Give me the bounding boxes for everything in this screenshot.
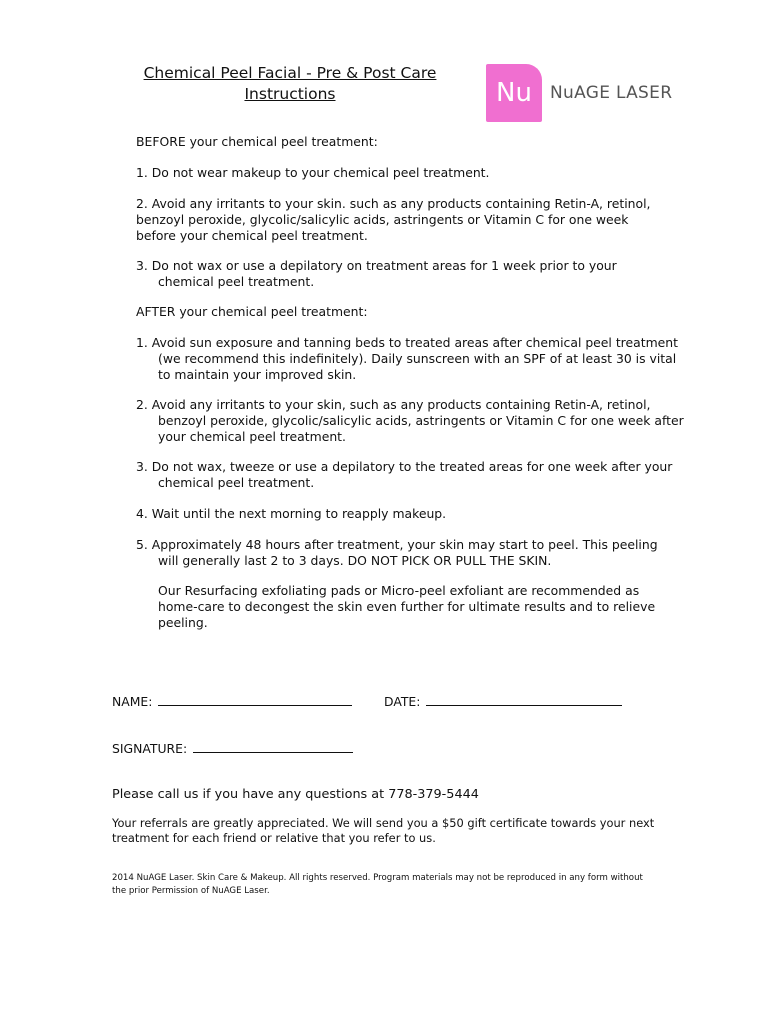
after-heading: AFTER your chemical peel treatment:	[136, 304, 368, 319]
name-label: NAME:	[112, 694, 153, 709]
name-input-line[interactable]	[158, 693, 352, 706]
after-item-1: 1. Avoid sun exposure and tanning beds to treated areas after chemical peel treatment (we recommend this indefinitely). Daily sunscreen with an SPF of at least 30 is vital to maintain your improved skin.	[136, 335, 678, 382]
logo-mark: Nu	[486, 64, 542, 122]
signature-input-line[interactable]	[193, 740, 353, 753]
after-note: Our Resurfacing exfoliating pads or Micro-peel exfoliant are recommended as home-care to decongest the skin even further for ultimate results and to relieve peeling.	[158, 583, 656, 630]
before-item-3: 3. Do not wax or use a depilatory on treatment areas for 1 week prior to your chemical peel treatment.	[136, 258, 617, 289]
date-field	[384, 693, 622, 710]
after-item-2: 2. Avoid any irritants to your skin, such as any products containing Retin-A, retinol, benzoyl peroxide, glycolic/salicylic acids, astringents or Vitamin C for one week after your chemical peel treatment.	[136, 397, 684, 444]
date-label: DATE:	[384, 694, 421, 709]
title-line-2: Instructions	[244, 85, 336, 103]
name-field	[112, 693, 352, 710]
signature-label: SIGNATURE:	[112, 741, 188, 756]
title-line-1: Chemical Peel Facial - Pre & Post Care	[143, 64, 437, 82]
before-item-1: 1. Do not wear makeup to your chemical peel treatment.	[136, 165, 490, 180]
page-title	[110, 63, 470, 105]
referral-text: Your referrals are greatly appreciated. We will send you a $50 gift certificate towards your next treatment for each friend or relative that you refer to us.	[112, 816, 655, 845]
logo-brand-bold: NuAGE	[550, 83, 611, 103]
date-input-line[interactable]	[426, 693, 622, 706]
after-item-5: 5. Approximately 48 hours after treatment, your skin may start to peel. This peeling will generally last 2 to 3 days. DO NOT PICK OR PULL THE SKIN.	[136, 537, 658, 568]
brand-logo	[486, 63, 672, 123]
logo-wordmark	[550, 83, 672, 103]
before-heading: BEFORE your chemical peel treatment:	[136, 134, 378, 149]
signature-field	[112, 740, 353, 757]
after-item-3: 3. Do not wax, tweeze or use a depilatory to the treated areas for one week after your chemical peel treatment.	[136, 459, 673, 490]
footer-text: 2014 NuAGE Laser. Skin Care & Makeup. All rights reserved. Program materials may not be reproduced in any form without the prior Permission of NuAGE Laser.	[112, 873, 643, 896]
after-item-4: 4. Wait until the next morning to reapply makeup.	[136, 506, 447, 521]
before-item-2: 2. Avoid any irritants to your skin. such as any products containing Retin-A, retinol, benzoyl peroxide, glycolic/salicylic acids, astringents or Vitamin C for one week before your chemical peel treatment.	[136, 196, 651, 243]
contact-text: Please call us if you have any questions at 778-379-5444	[112, 787, 479, 802]
logo-brand-light: LASER	[615, 83, 673, 103]
